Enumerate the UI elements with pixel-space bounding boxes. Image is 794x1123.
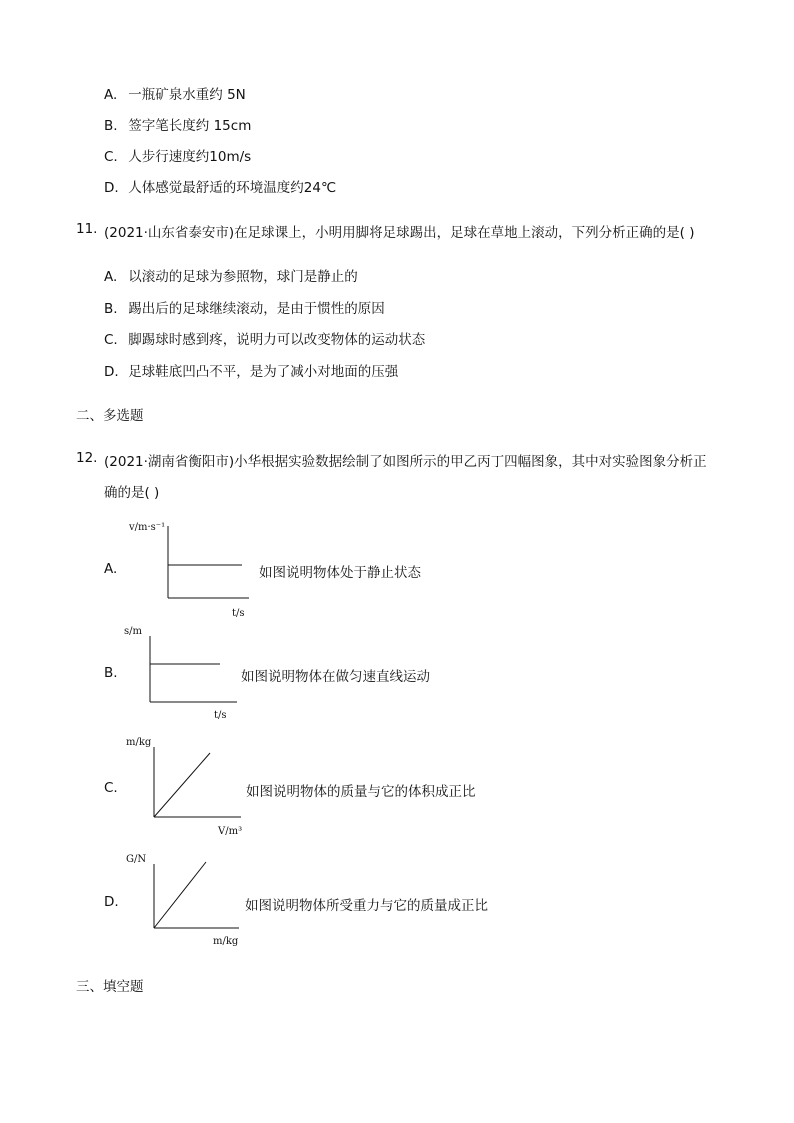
q12-stem-line1: (2021·湖南省衡阳市)小华根据实验数据绘制了如图所示的甲乙丙丁四幅图象，其中对实验图象分析正: [104, 454, 707, 470]
option-text: 签字笔长度约 15cm: [128, 118, 252, 134]
q12-option-d-letter: D.: [104, 894, 119, 910]
option-letter: A.: [104, 87, 118, 103]
x-axis-label: m/kg: [213, 936, 239, 947]
data-line: [154, 862, 206, 928]
option-text: 人体感觉最舒适的环境温度约24℃: [128, 180, 337, 196]
q12-option-a-letter: A.: [104, 561, 118, 577]
graph-b: [122, 622, 252, 722]
q11-stem: (2021·山东省泰安市)在足球课上，小明用脚将足球踢出，足球在草地上滚动，下列分析正确的是( ): [104, 225, 695, 241]
q12-number: 12.: [76, 450, 98, 466]
option-letter: D.: [104, 364, 119, 380]
option-letter: D.: [104, 180, 119, 196]
q12-option-b-letter: B.: [104, 665, 118, 681]
option-letter: C.: [104, 332, 118, 348]
q10-option-b: [104, 114, 251, 134]
graph-c: [124, 733, 254, 837]
option-text: 以滚动的足球为参照物，球门是静止的: [128, 269, 358, 285]
q12-option-a-text: 如图说明物体处于静止状态: [259, 565, 421, 581]
section-heading: 二、多选题: [76, 408, 144, 424]
y-axis-label: s/m: [124, 626, 142, 637]
q12-option-d-text: 如图说明物体所受重力与它的质量成正比: [245, 898, 488, 914]
q11-option-b: [104, 297, 385, 317]
graph-a: [125, 518, 255, 622]
q11-option-d: [104, 360, 398, 380]
option-text: 踢出后的足球继续滚动，是由于惯性的原因: [128, 301, 385, 317]
q12-option-c-letter: C.: [104, 780, 118, 796]
option-text: 人步行速度约10m/s: [128, 149, 252, 165]
y-axis-label: v/m·s⁻¹: [129, 522, 166, 533]
q10-option-a: [104, 83, 246, 103]
option-text: 脚踢球时感到疼，说明力可以改变物体的运动状态: [128, 332, 426, 348]
q10-option-d: [104, 176, 336, 196]
option-text: 足球鞋底凹凸不平，是为了减小对地面的压强: [128, 364, 399, 380]
option-letter: B.: [104, 118, 118, 134]
q12-option-c-text: 如图说明物体的质量与它的体积成正比: [246, 784, 476, 800]
graph-d: [124, 850, 254, 950]
q11-option-c: [104, 328, 425, 348]
option-letter: C.: [104, 149, 118, 165]
option-letter: B.: [104, 301, 118, 317]
q10-option-c: [104, 145, 251, 165]
y-axis-label: G/N: [126, 854, 147, 865]
section-heading: 三、填空题: [76, 979, 144, 995]
q12-stem-line2: 确的是( ): [104, 485, 160, 501]
option-text: 一瓶矿泉水重约 5N: [128, 87, 246, 103]
q12-option-b-text: 如图说明物体在做匀速直线运动: [241, 669, 430, 685]
y-axis-label: m/kg: [126, 737, 152, 748]
q11-option-a: [104, 265, 358, 285]
q11-number: 11.: [76, 221, 98, 237]
data-line: [154, 753, 210, 817]
option-letter: A.: [104, 269, 118, 285]
x-axis-label: V/m³: [218, 826, 243, 837]
x-axis-label: t/s: [214, 710, 227, 721]
x-axis-label: t/s: [232, 608, 245, 619]
